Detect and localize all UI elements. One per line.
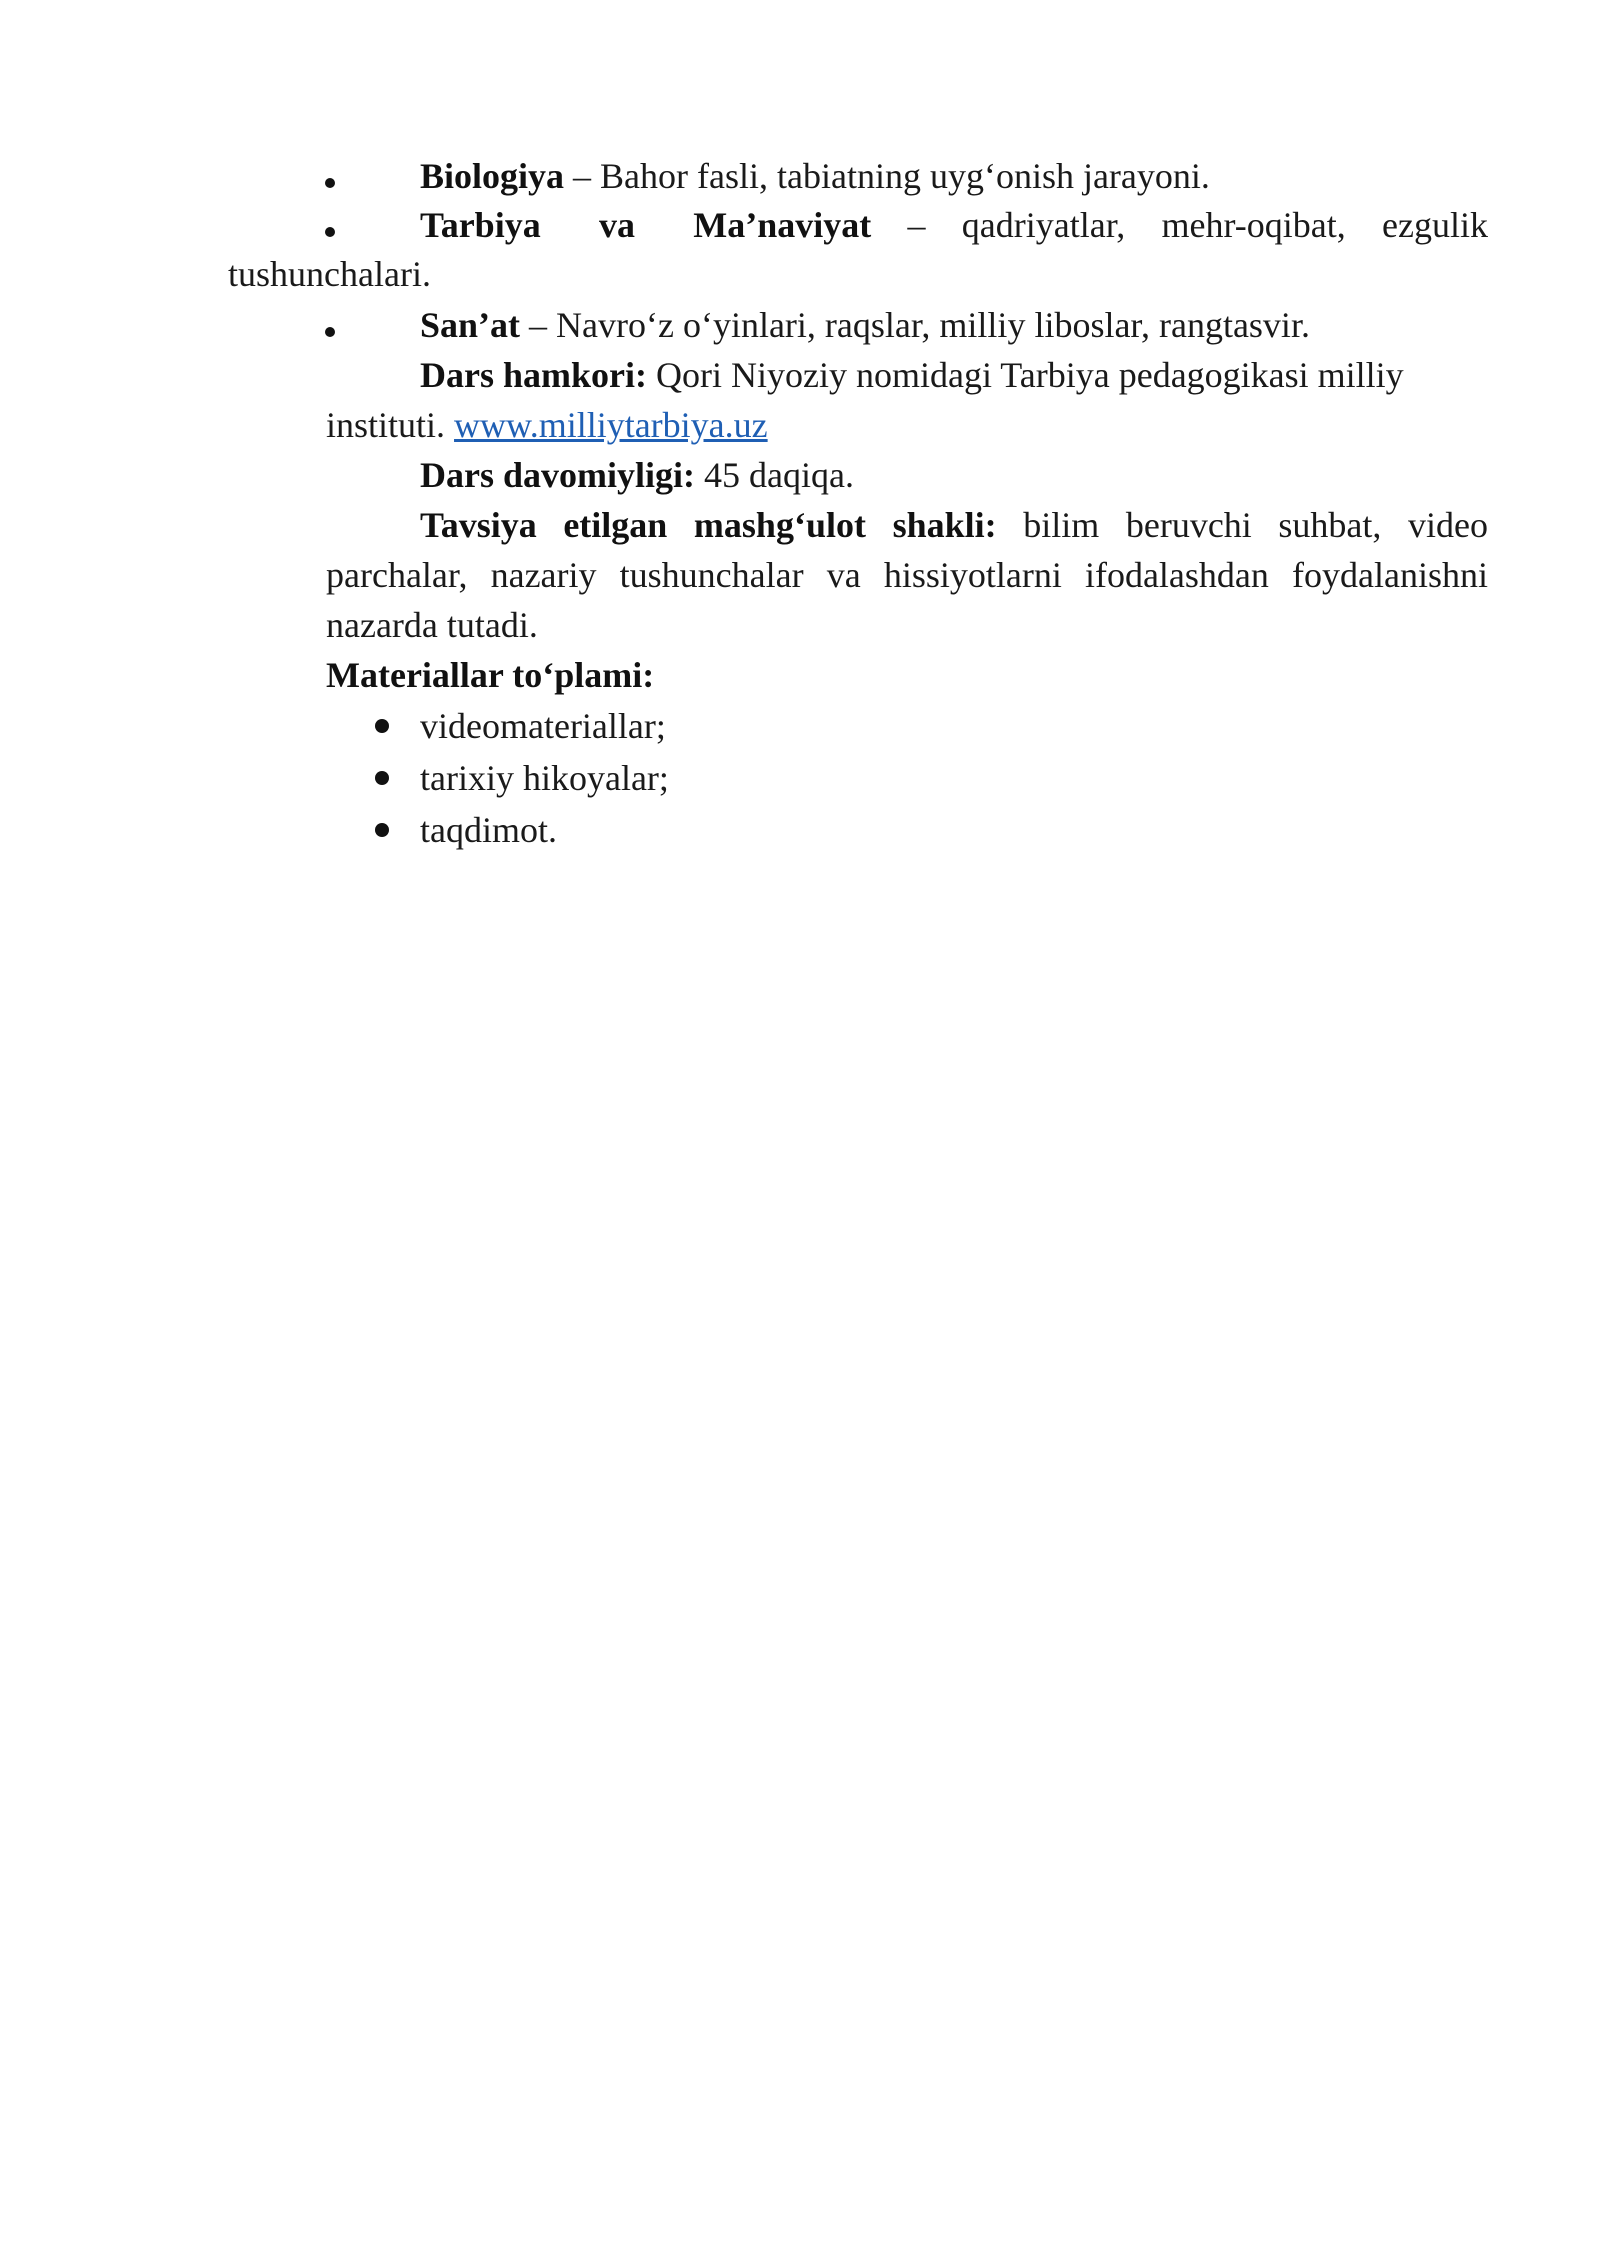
subject-term: Biologiya [420, 156, 565, 196]
bullet-icon [375, 771, 389, 785]
subject-sanat [420, 300, 1310, 350]
subject-term: Tarbiya va Ma’naviyat [420, 205, 872, 245]
subject-term: San’at [420, 305, 521, 345]
subject-text: – Navro‘z o‘yinlari, raqslar, milliy liboslar, rangtasvir. [520, 305, 1310, 345]
materials-title [326, 650, 654, 700]
materials-item: videomateriallar; [420, 706, 666, 746]
partner-label: Dars hamkori: [420, 355, 647, 395]
materials-item: taqdimot. [420, 810, 557, 850]
bullet-icon [375, 719, 389, 733]
format-line-1 [420, 500, 1488, 550]
materials-title-text: Materiallar to‘plami: [326, 655, 655, 695]
materials-item: tarixiy hikoyalar; [420, 758, 669, 798]
subject-text: – Bahor fasli, tabiatning uyg‘onish jarayoni. [564, 156, 1210, 196]
subject-biologiya [420, 151, 1210, 201]
format-text-1: bilim beruvchi suhbat, video [996, 505, 1488, 545]
bullet-icon [325, 327, 335, 337]
partner-link[interactable]: www.milliytarbiya.uz [454, 405, 768, 445]
subject-tarbiya [420, 200, 1488, 250]
bullet-icon [325, 227, 335, 237]
duration-text: 45 daqiqa. [695, 455, 854, 495]
partner-line-2 [326, 400, 768, 450]
bullet-icon [375, 823, 389, 837]
format-line-3: nazarda tutadi. [326, 605, 538, 645]
subject-tarbiya-continuation: tushunchalari. [228, 254, 431, 294]
partner-text-2: instituti. [326, 405, 455, 445]
subject-text: – qadriyatlar, mehr-oqibat, ezgulik [871, 205, 1489, 245]
format-line-2: parchalar, nazariy tushunchalar va hissiyotlarni ifodalashdan foydalanishni [326, 555, 1488, 595]
format-label: Tavsiya etilgan mashg‘ulot shakli: [420, 505, 997, 545]
bullet-icon [325, 178, 335, 188]
partner-text: Qori Niyoziy nomidagi Tarbiya pedagogikasi milliy [647, 355, 1404, 395]
partner-line [420, 350, 1404, 400]
duration-line [420, 450, 854, 500]
duration-label: Dars davomiyligi: [420, 455, 695, 495]
